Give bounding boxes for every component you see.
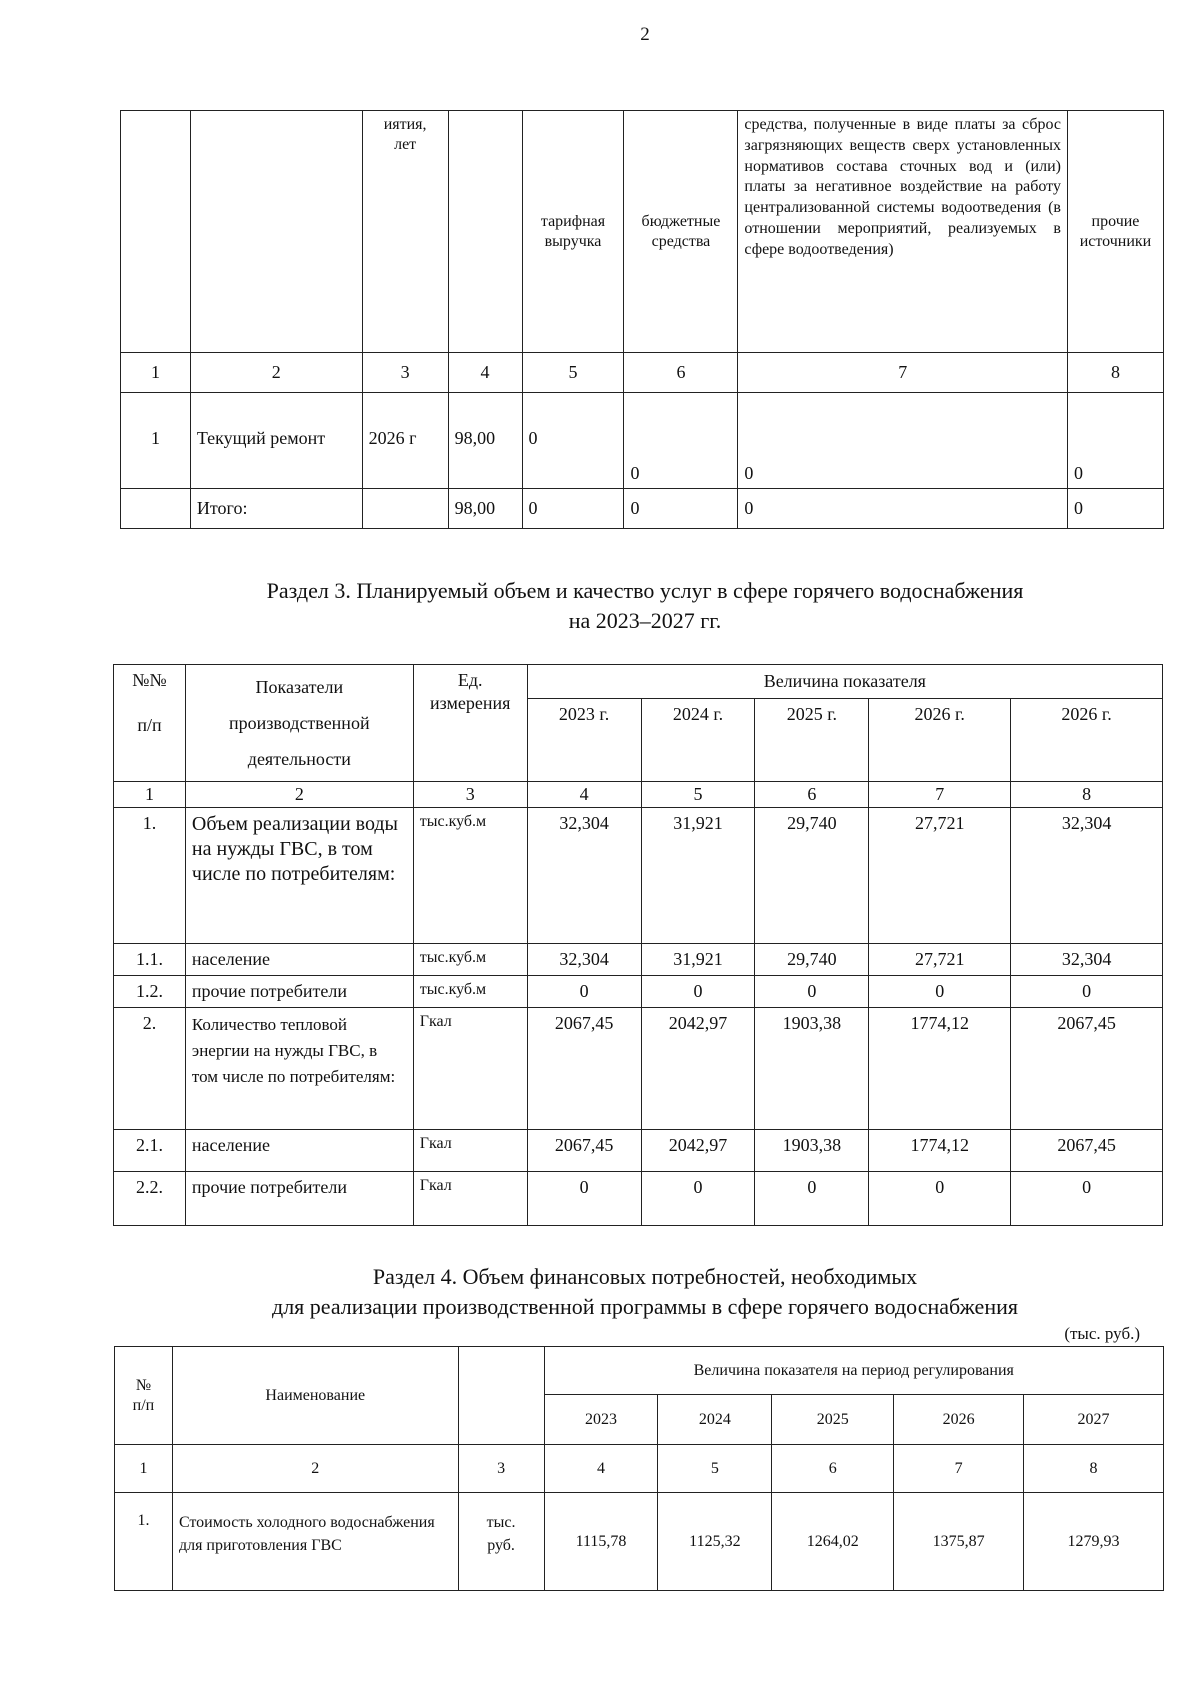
header-other-sources: прочие источники: [1067, 111, 1163, 353]
row-budget: 0: [624, 393, 738, 489]
row-value: 0: [755, 1171, 869, 1225]
row-number: 2.2.: [114, 1171, 186, 1225]
col-number: 2: [172, 1445, 458, 1493]
table-financial-needs: [114, 1346, 1164, 1591]
header-indicator: Показатели производственной деятельности: [185, 665, 413, 782]
row-name: население: [185, 1129, 413, 1171]
row-name: прочие потребители: [185, 1171, 413, 1225]
col-number: 6: [772, 1445, 894, 1493]
row-tariff: 0: [522, 393, 624, 489]
row-value: 0: [869, 1171, 1011, 1225]
year-header: 2025: [772, 1395, 894, 1445]
row-number: 1.: [114, 808, 186, 944]
table-total-row: Итого: 98,00 0 0 0 0: [121, 489, 1164, 529]
row-unit: Гкал: [413, 1007, 527, 1129]
row-value: 31,921: [641, 808, 755, 944]
column-number-row: [114, 782, 1163, 808]
row-value: 1774,12: [869, 1129, 1011, 1171]
col-number: 1: [114, 782, 186, 808]
row-unit: Гкал: [413, 1129, 527, 1171]
row-value: 32,304: [527, 808, 641, 944]
row-value: 1125,32: [658, 1493, 772, 1591]
row-value: 1375,87: [894, 1493, 1024, 1591]
row-number: 2.1.: [114, 1129, 186, 1171]
table-header-row: [115, 1347, 1164, 1395]
row-number: 1.2.: [114, 976, 186, 1008]
row-unit: тыс.куб.м: [413, 808, 527, 944]
row-number: 1.: [115, 1493, 173, 1591]
row-value: 2042,97: [641, 1007, 755, 1129]
header-tariff-revenue: тарифная выручка: [522, 111, 624, 353]
col-number: 7: [869, 782, 1011, 808]
year-header: 2023 г.: [527, 699, 641, 782]
section3-subtitle: на 2023–2027 гг.: [568, 607, 722, 633]
year-header: 2026: [894, 1395, 1024, 1445]
row-unit: тыс. руб.: [458, 1493, 544, 1591]
row-value: 0: [1011, 976, 1163, 1008]
header-col3: иятия, лет: [362, 111, 448, 353]
row-name: Количество тепловой энергии на нужды ГВС, в том числе по потребителям:: [185, 1007, 413, 1129]
row-value: 1264,02: [772, 1493, 894, 1591]
row-value: 1774,12: [869, 1007, 1011, 1129]
row-value: 27,721: [869, 808, 1011, 944]
col-number: 6: [755, 782, 869, 808]
year-header: 2025 г.: [755, 699, 869, 782]
col-number: 8: [1067, 353, 1163, 393]
page-number: 2: [640, 24, 650, 45]
table-row: [114, 976, 1163, 1008]
col-number: 2: [190, 353, 362, 393]
header-value: Величина показателя на период регулирования: [544, 1347, 1163, 1395]
row-fees: 0: [738, 393, 1068, 489]
row-total: 98,00: [448, 393, 522, 489]
column-number-row: [115, 1445, 1164, 1493]
col-number: 2: [185, 782, 413, 808]
row-value: 27,721: [869, 944, 1011, 976]
unit-note: (тыс. руб.): [1064, 1324, 1140, 1343]
table-header-row: [121, 111, 1164, 353]
row-value: 1903,38: [755, 1007, 869, 1129]
row-value: 2067,45: [1011, 1129, 1163, 1171]
header-number: № п/п: [115, 1347, 173, 1445]
col-number: 3: [362, 353, 448, 393]
header-budget-funds: бюджетные средства: [624, 111, 738, 353]
header-fees: средства, полученные в виде платы за сброс загрязняющих веществ сверх установленных нормативов состава сточных вод и (или) платы за негативное воздействие на работу централизованной системы водоотведения (в отношении мероприятий, реализуемых в сфере водоотведения): [738, 111, 1068, 353]
row-number: 1: [121, 393, 191, 489]
row-name: прочие потребители: [185, 976, 413, 1008]
col-number: 8: [1011, 782, 1163, 808]
table-row: [114, 1129, 1163, 1171]
col-number: 3: [413, 782, 527, 808]
section4-heading: [0, 1262, 1200, 1321]
table-service-volume: [113, 664, 1163, 1226]
col-number: 7: [738, 353, 1068, 393]
row-value: 2067,45: [527, 1007, 641, 1129]
row-value: 0: [755, 976, 869, 1008]
column-number-row: [121, 353, 1164, 393]
row-value: 0: [869, 976, 1011, 1008]
total-label: Итого:: [190, 489, 362, 529]
row-name: Стоимость холодного водоснабжения для приготовления ГВС: [172, 1493, 458, 1591]
table-row: [114, 1007, 1163, 1129]
header-name: Наименование: [172, 1347, 458, 1445]
row-value: 29,740: [755, 808, 869, 944]
row-other: 0: [1067, 393, 1163, 489]
year-header: 2026 г.: [1011, 699, 1163, 782]
row-name: Объем реализации воды на нужды ГВС, в том числе по потребителям:: [185, 808, 413, 944]
col-number: 4: [544, 1445, 658, 1493]
table-row: [121, 393, 1164, 489]
section3-heading: [0, 576, 1200, 635]
row-value: 0: [527, 976, 641, 1008]
col-number: 1: [121, 353, 191, 393]
table-funding-sources: [120, 110, 1164, 529]
section4-subtitle: для реализации производственной программы в сфере горячего водоснабжения: [272, 1293, 1018, 1319]
col-number: 5: [641, 782, 755, 808]
row-name: население: [185, 944, 413, 976]
year-header: 2026 г.: [869, 699, 1011, 782]
table-header-row: [114, 665, 1163, 699]
row-unit: тыс.куб.м: [413, 944, 527, 976]
table-row: [114, 1171, 1163, 1225]
row-value: 29,740: [755, 944, 869, 976]
row-unit: Гкал: [413, 1171, 527, 1225]
row-value: 32,304: [1011, 944, 1163, 976]
row-value: 1903,38: [755, 1129, 869, 1171]
year-header: 2027: [1024, 1395, 1164, 1445]
row-number: 2.: [114, 1007, 186, 1129]
header-value: Величина показателя: [527, 665, 1162, 699]
col-number: 3: [458, 1445, 544, 1493]
row-year: 2026 г: [362, 393, 448, 489]
header-unit: Ед. измерения: [413, 665, 527, 782]
row-value: 32,304: [1011, 808, 1163, 944]
section3-title: Раздел 3. Планируемый объем и качество услуг в сфере горячего водоснабжения: [266, 578, 1024, 603]
year-header: 2024: [658, 1395, 772, 1445]
row-number: 1.1.: [114, 944, 186, 976]
year-header: 2024 г.: [641, 699, 755, 782]
row-name: Текущий ремонт: [190, 393, 362, 489]
row-value: 1115,78: [544, 1493, 658, 1591]
row-value: 0: [527, 1171, 641, 1225]
col-number: 5: [658, 1445, 772, 1493]
col-number: 1: [115, 1445, 173, 1493]
table-row: [114, 944, 1163, 976]
row-value: 2067,45: [527, 1129, 641, 1171]
header-number: №№ п/п: [114, 665, 186, 782]
section4-title: Раздел 4. Объем финансовых потребностей, необходимых: [372, 1264, 918, 1289]
row-value: 0: [641, 976, 755, 1008]
col-number: 6: [624, 353, 738, 393]
row-value: 1279,93: [1024, 1493, 1164, 1591]
row-value: 2067,45: [1011, 1007, 1163, 1129]
table-row: [114, 808, 1163, 944]
row-value: 0: [1011, 1171, 1163, 1225]
col-number: 8: [1024, 1445, 1164, 1493]
row-value: 32,304: [527, 944, 641, 976]
row-value: 0: [641, 1171, 755, 1225]
row-unit: тыс.куб.м: [413, 976, 527, 1008]
year-header: 2023: [544, 1395, 658, 1445]
col-number: 4: [448, 353, 522, 393]
col-number: 5: [522, 353, 624, 393]
total-value: 98,00: [448, 489, 522, 529]
col-number: 7: [894, 1445, 1024, 1493]
table-row: [115, 1493, 1164, 1591]
row-value: 2042,97: [641, 1129, 755, 1171]
col-number: 4: [527, 782, 641, 808]
row-value: 31,921: [641, 944, 755, 976]
